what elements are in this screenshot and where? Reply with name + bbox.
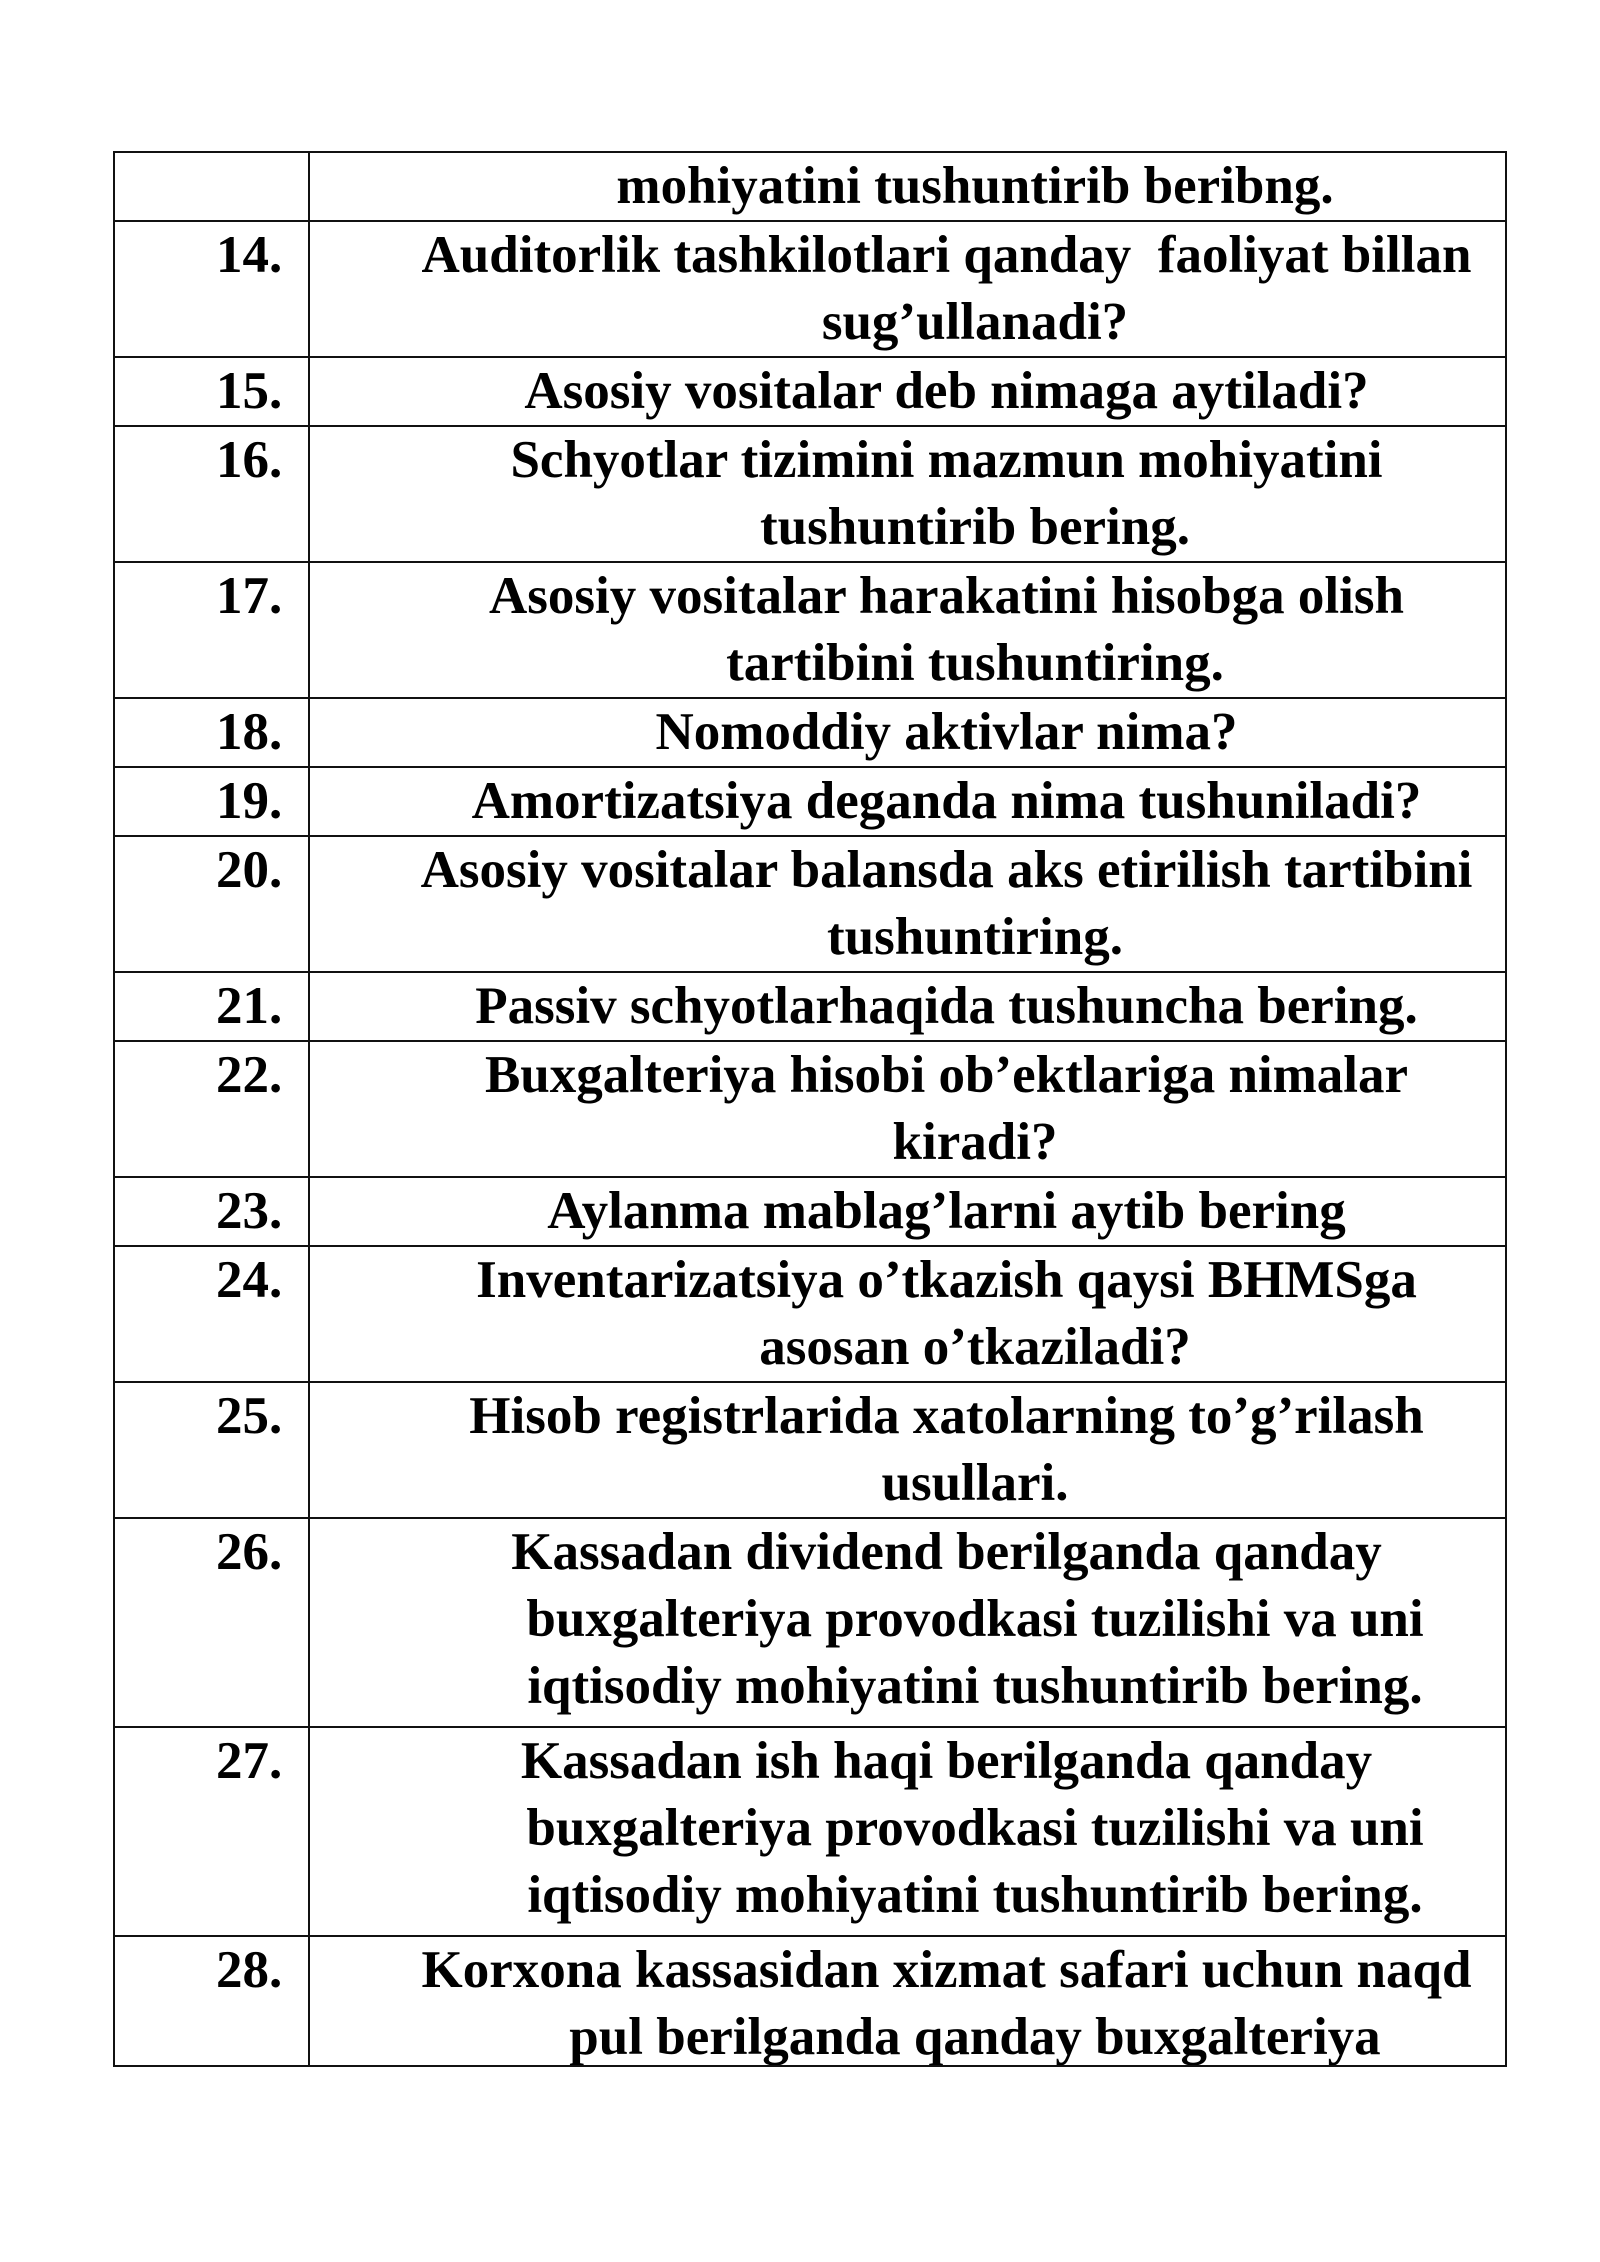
table-row — [115, 837, 1505, 973]
question-line: tushuntirib bering. — [759, 498, 1190, 556]
table-row — [115, 699, 1505, 768]
question-line: pul berilganda qanday buxgalteriya — [569, 2008, 1381, 2066]
row-number: 21. — [115, 973, 310, 1040]
row-number: 16. — [115, 427, 310, 561]
question-text — [310, 1728, 1505, 1935]
question-line: iqtisodiy mohiyatini tushuntirib bering. — [527, 1866, 1423, 1924]
question-line: Hisob registrlarida xatolarning to’g’rilash — [469, 1387, 1424, 1445]
question-text — [310, 563, 1505, 697]
table-row — [115, 222, 1505, 358]
question-line: Asosiy vositalar balansda aks etirilish tartibini — [420, 841, 1473, 899]
question-line: mohiyatini tushuntirib beribng. — [616, 157, 1334, 215]
row-number: 25. — [115, 1383, 310, 1517]
question-text — [310, 427, 1505, 561]
question-text — [310, 1519, 1505, 1726]
table-row — [115, 1178, 1505, 1247]
question-line: tartibini tushuntiring. — [726, 634, 1224, 692]
table-row — [115, 427, 1505, 563]
question-line: tushuntiring. — [826, 908, 1124, 966]
question-line: Schyotlar tizimini mazmun mohiyatini — [510, 431, 1383, 489]
row-number: 19. — [115, 768, 310, 835]
question-line: Auditorlik tashkilotlari qanday faoliyat billan — [421, 226, 1472, 284]
question-line: Korxona kassasidan xizmat safari uchun naqd — [421, 1941, 1472, 1999]
question-line: Aylanma mablag’larni aytib bering — [547, 1182, 1346, 1240]
row-number: 24. — [115, 1247, 310, 1381]
question-text — [310, 699, 1505, 766]
table-row — [115, 1728, 1505, 1937]
question-line: Nomoddiy aktivlar nima? — [655, 703, 1238, 761]
table-row — [115, 1383, 1505, 1519]
question-text — [310, 1178, 1505, 1245]
question-text — [310, 153, 1505, 220]
question-line: iqtisodiy mohiyatini tushuntirib bering. — [527, 1657, 1423, 1715]
table-row — [115, 563, 1505, 699]
question-line: buxgalteriya provodkasi tuzilishi va uni — [526, 1799, 1424, 1857]
question-line: Kassadan ish haqi berilganda qanday — [520, 1732, 1373, 1790]
question-line: sug’ullanadi? — [821, 293, 1129, 351]
question-text — [310, 358, 1505, 425]
table-row — [115, 1519, 1505, 1728]
question-text — [310, 837, 1505, 971]
row-number — [115, 153, 310, 220]
question-line: kiradi? — [892, 1113, 1058, 1171]
table-row — [115, 153, 1505, 222]
question-line: Asosiy vositalar harakatini hisobga olish — [489, 567, 1404, 625]
question-text — [310, 1247, 1505, 1381]
question-line: usullari. — [881, 1454, 1069, 1512]
table-row — [115, 1247, 1505, 1383]
row-number: 15. — [115, 358, 310, 425]
question-line: Asosiy vositalar deb nimaga aytiladi? — [524, 362, 1369, 420]
question-line: asosan o’tkaziladi? — [759, 1318, 1191, 1376]
question-text — [310, 973, 1505, 1040]
row-number: 14. — [115, 222, 310, 356]
row-number: 23. — [115, 1178, 310, 1245]
table-row — [115, 973, 1505, 1042]
question-line: Inventarizatsiya o’tkazish qaysi BHMSga — [476, 1251, 1417, 1309]
question-line: Kassadan dividend berilganda qanday — [511, 1523, 1382, 1581]
question-line: Amortizatsiya deganda nima tushuniladi? — [471, 772, 1422, 830]
row-number: 27. — [115, 1728, 310, 1935]
table-row — [115, 1937, 1505, 2067]
table-row — [115, 768, 1505, 837]
question-text — [310, 222, 1505, 356]
question-text — [310, 1383, 1505, 1517]
question-line: Passiv schyotlarhaqida tushuncha bering. — [475, 977, 1418, 1035]
question-text — [310, 1042, 1505, 1176]
table-row — [115, 1042, 1505, 1178]
table-row — [115, 358, 1505, 427]
row-number: 26. — [115, 1519, 310, 1726]
question-text — [310, 1937, 1505, 2065]
row-number: 18. — [115, 699, 310, 766]
row-number: 17. — [115, 563, 310, 697]
row-number: 20. — [115, 837, 310, 971]
question-line: buxgalteriya provodkasi tuzilishi va uni — [526, 1590, 1424, 1648]
questions-table — [113, 151, 1507, 2067]
row-number: 22. — [115, 1042, 310, 1176]
row-number: 28. — [115, 1937, 310, 2065]
question-text — [310, 768, 1505, 835]
question-line: Buxgalteriya hisobi ob’ektlariga nimalar — [484, 1046, 1409, 1104]
